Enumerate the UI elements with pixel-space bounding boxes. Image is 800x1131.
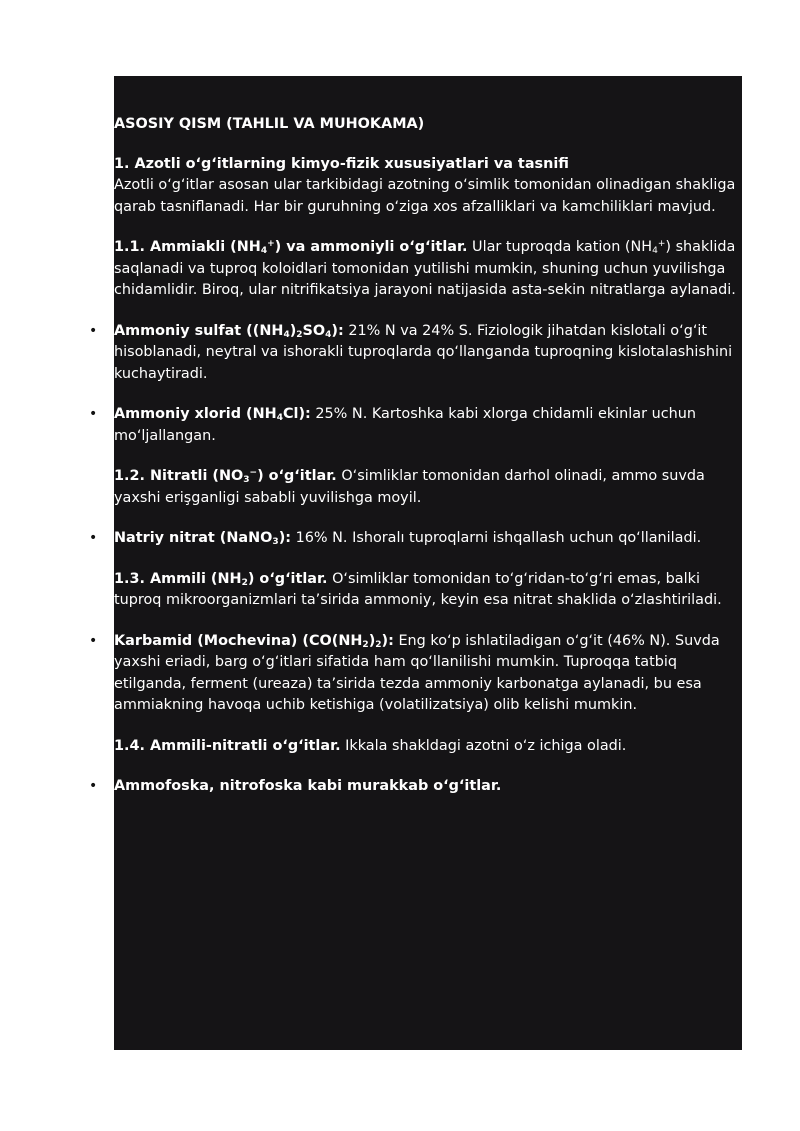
item-text: 16% N. Ishoralı tuproqlarni ishqallash uchun qo‘llaniladi. — [291, 530, 702, 546]
paragraph-1-1-text: Ular tuproqda kation $(NH_4^+)$ shaklida saqlanadi va tuproq koloidlari tomonidan yutilishi mumkin, shuning uchun yuvilishga chidamlidir. Biroq, ular nitrifikatsiya jarayoni natijasida asta-sekin nitratlarga aylanadi. — [114, 239, 736, 298]
bullet-icon: • — [89, 530, 98, 546]
list-item-ammoniy-sulfat — [89, 321, 738, 386]
paragraph-1-4 — [114, 736, 738, 758]
item-text: Eng ko‘p ishlatiladigan o‘g‘it (46% N). Suvda yaxshi eriadi, barg o‘g‘itlari sifatida ham qo‘llanilishi mumkin. Tuproqqa tatbiq etilganda, ferment (ureaza) ta’sirida tezda ammoniy karbonatga aylanadi, bu esa ammiakning havoqa uchib ketishiga (volatilizatsiya) olib kelishi mumkin. — [114, 632, 720, 713]
list-item-natriy-nitrat — [89, 528, 738, 550]
paragraph-1-3 — [114, 569, 738, 612]
item-name: Ammoniy sulfat $((NH_4)_2SO_4)$: — [114, 322, 344, 340]
list-item-ammofoska — [89, 776, 738, 798]
paragraph-1-4-text: Ikkala shakldagi azotni o‘z ichiga oladi. — [340, 737, 627, 754]
paragraph-1-1-title: 1.1. Ammiakli $(NH_4^+)$ va ammoniyli o‘g‘itlar. — [114, 239, 468, 256]
item-name: Ammoniy xlorid $(NH_4Cl)$: — [114, 406, 311, 423]
item-name: Ammofoska, nitrofoska kabi murakkab o‘g‘itlar. — [114, 778, 502, 794]
section-heading: ASOSIY QISM (TAHLIL VA MUHOKAMA) — [114, 116, 425, 132]
paragraph-1-2-title: 1.2. Nitratli $(NO_3^-)$ o‘g‘itlar. — [114, 468, 337, 485]
bullet-icon: • — [89, 406, 98, 422]
paragraph-1-1 — [114, 237, 738, 302]
item-text: 21% N va 24% S. Fiziologik jihatdan kislotali o‘g‘it hisoblanadi, neytral va ishorakli tuproqlarda qo‘llanganda tuproqning kislotalashishini kuchaytiradi. — [114, 322, 733, 382]
bullet-icon: • — [89, 322, 98, 339]
bullet-icon: • — [89, 778, 98, 794]
bullet-icon: • — [89, 632, 98, 649]
paragraph-1-text: Azotli o‘g‘itlar asosan ular tarkibidagi azotning o‘simlik tomonidan olinadigan shakliga qarab tasniflanadi. Har bir guruhning o‘ziga xos afzalliklari va kamchiliklari mavjud. — [114, 177, 736, 215]
paragraph-1 — [114, 154, 738, 219]
list-item-karbamid — [89, 631, 738, 717]
item-name: Natriy nitrat (NaNO$_3$): — [114, 530, 292, 547]
paragraph-1-3-title: 1.3. Ammili $(NH_2)$ o‘g‘itlar. — [114, 570, 328, 588]
main-section — [89, 114, 738, 817]
item-name: Karbamid (Mochevina) $(CO(NH_2)_2)$: — [114, 632, 394, 650]
paragraph-1-4-title: 1.4. Ammili-nitratli o‘g‘itlar. — [114, 737, 341, 754]
list-item-ammoniy-xlorid — [89, 404, 738, 447]
paragraph-1-title: 1. Azotli o‘g‘itlarning kimyo-fizik xususiyatlari va tasnifi — [114, 155, 569, 172]
paragraph-1-2-text: O‘simliklar tomonidan darhol olinadi, ammo suvda yaxshi erişganligi sababli yuvilishga moyil. — [114, 468, 705, 506]
paragraph-1-2 — [114, 466, 738, 509]
paragraph-1-3-text: O‘simliklar tomonidan to‘g‘ridan-to‘g‘ri emas, balki tuproq mikroorganizmlari ta’sirida ammoniy, keyin esa nitrat shaklida o‘zlashtiriladi. — [114, 570, 722, 608]
item-text: 25% N. Kartoshka kabi xlorga chidamli ekinlar uchun mo‘ljallangan. — [114, 406, 696, 444]
